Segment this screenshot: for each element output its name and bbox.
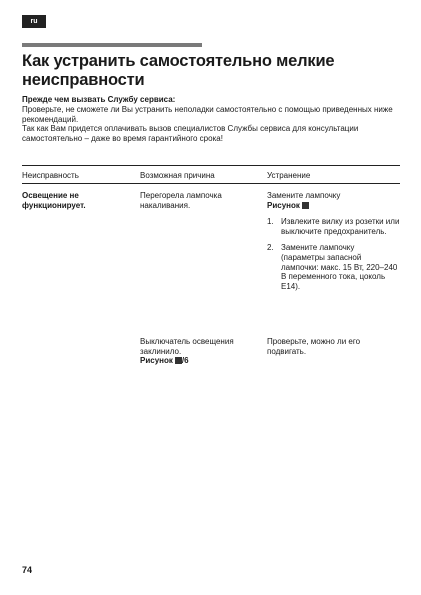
page-number: 74 [22, 565, 33, 575]
table-header [22, 166, 400, 184]
header-remedy: Устранение [267, 171, 311, 180]
header-rule [22, 43, 202, 47]
remedy-steps [267, 217, 400, 291]
remedy-intro: Замените лампочку [267, 191, 341, 200]
remedy-figure-ref [267, 201, 400, 211]
cause-cell-1: Перегорела лампочка накаливания. [140, 191, 222, 210]
troubleshooting-table [22, 165, 400, 384]
cause-2-figure-ref [140, 356, 258, 366]
list-item [267, 243, 400, 291]
figure-number-icon [302, 202, 309, 209]
header-fault: Неисправность [22, 171, 79, 180]
list-item [267, 217, 400, 236]
figure-subref: /6 [181, 356, 189, 366]
remedy-cell-2: Проверьте, можно ли его подвигать. [267, 337, 361, 356]
figure-label: Рисунок [267, 200, 300, 210]
step-text: Замените лампочку (параметры запасной лампочки: макс. 15 Вт, 220–240 В переменного тока, цоколь E14). [281, 243, 398, 291]
language-badge: ru [22, 15, 46, 28]
intro-line-2: Так как Вам придется оплачивать вызов специалистов Службы сервиса для консультации самостоятельно – даже во время гарантийного срока! [22, 124, 359, 144]
step-text: Извлеките вилку из розетки или выключите предохранитель. [281, 217, 400, 236]
page-title: Как устранить самостоятельно мелкие неисправности [22, 52, 335, 89]
header-cause: Возможная причина [140, 171, 215, 180]
step-number: 2. [267, 243, 274, 253]
intro-section [22, 95, 407, 144]
fault-cell: Освещение не функционирует. [22, 191, 86, 210]
step-number: 1. [267, 217, 274, 227]
figure-number-icon [175, 357, 182, 364]
cause-cell-2 [140, 337, 258, 366]
remedy-cell-1 [267, 191, 400, 291]
figure-label: Рисунок [140, 356, 173, 366]
intro-line-1: Проверьте, не сможете ли Вы устранить неполадки самостоятельно с помощью приведенных ниже рекомендаций. [22, 104, 393, 124]
intro-lead: Прежде чем вызвать Службу сервиса: [22, 95, 176, 104]
cause-2-text: Выключатель освещения заклинило. [140, 337, 234, 356]
table-row [22, 184, 400, 384]
